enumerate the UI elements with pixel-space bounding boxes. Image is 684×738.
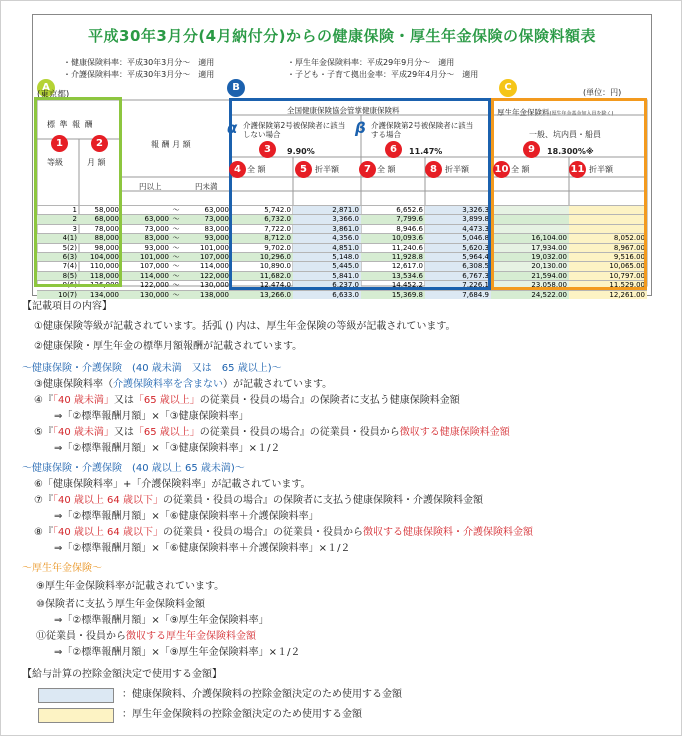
legend-yellow-text: ：厚生年金保険料の控除金額決定のため使用する金額 [122, 709, 362, 720]
marker-5: 5 [295, 161, 312, 178]
header-a-setsuhan: 折半額 [315, 165, 339, 174]
note-7-formula: ⇒「②標準報酬月額」×「⑥健康保険料率＋介護保険料率」 [54, 511, 319, 522]
marker-1: 1 [51, 135, 68, 152]
note-4-e: の従業員・役員の場合』の保険者に支払う健康保険料金額 [199, 395, 460, 406]
note-10: ⑩保険者に支払う厚生年金保険料金額 [36, 599, 205, 610]
cell-grade: 2 [72, 215, 77, 224]
cell-c-full: 16,104.00 [493, 234, 569, 242]
cell-c-full: 17,934.00 [493, 244, 569, 252]
note-8-d: 徴収する健康保険料・介護保険料金額 [362, 527, 533, 538]
cell-a-full: 12,474.0 [259, 281, 291, 290]
kodomo-rate-note: ・子ども・子育て拠出金率：平成29年4月分～ 適用 [287, 70, 479, 79]
cell-a-half: 4,356.0 [293, 234, 361, 242]
cell-b-full: 15,369.8 [391, 290, 423, 299]
marker-2: 2 [91, 135, 108, 152]
cell-to: 63,000 [204, 206, 229, 214]
note-8 [34, 526, 533, 540]
note-4-c: 又は [113, 395, 134, 406]
cell-c-half: 12,261.00 [569, 291, 647, 299]
cell-std: 126,000 [90, 281, 119, 290]
cell-a-full: 9,702.0 [264, 243, 291, 252]
cell-b-half: 5,620.3 [425, 244, 491, 252]
cell-tilde: ～ [172, 206, 180, 214]
note-3 [34, 378, 332, 392]
cell-to: 93,000 [204, 234, 229, 243]
cell-a-half: 3,366.0 [293, 215, 361, 223]
cell-grade: 8(5) [62, 271, 77, 280]
cell-b-half: 7,684.9 [425, 291, 491, 299]
kenpo-rate-note: ・健康保険料率：平成30年3月分～ 適用 [63, 58, 215, 67]
cell-c-full: 24,522.00 [493, 291, 569, 299]
cell-a-half: 2,871.0 [293, 206, 361, 214]
note-1: ①健康保険等級が記載されています。括弧 () 内は、厚生年金保険の等級が記載されています。 [34, 321, 456, 332]
cell-c-full: 20,130.00 [493, 262, 569, 270]
marker-11: 11 [569, 161, 586, 178]
cell-b-half: 5,046.8 [425, 234, 491, 242]
note-4-d: 「65 歳以上」 [133, 395, 200, 406]
rate-beta: 11.47% [409, 147, 443, 156]
note-3-c: ）が記載されています。 [222, 379, 333, 390]
cell-b-half: 3,326.3 [425, 206, 491, 214]
cell-b-full: 8,946.6 [396, 224, 423, 233]
cell-tilde: ～ [172, 243, 180, 252]
header-ijo: 円以上 [139, 182, 162, 191]
note-6: ⑥「健康保険料率」+「介護保険料率」が記載されています。 [34, 479, 311, 490]
cell-to: 138,000 [200, 290, 229, 299]
cell-tilde: ～ [172, 262, 180, 271]
cell-from [121, 206, 171, 214]
cell-a-full: 5,742.0 [264, 206, 291, 214]
cell-b-full: 11,928.8 [391, 253, 423, 261]
header-c-zengaku: 全 額 [511, 165, 530, 174]
note-5-c: 又は [113, 427, 134, 438]
cell-from: 130,000 [140, 290, 169, 299]
cell-grade: 3 [72, 224, 77, 233]
cell-b-full: 7,799.6 [396, 215, 423, 224]
header-hyojun: 標 準 報 酬 [47, 120, 94, 129]
kosei-rate-note: ・厚生年金保険料率：平成29年9月分～ 適用 [287, 58, 455, 67]
cell-a-half: 5,841.0 [293, 272, 361, 280]
legend-yellow-swatch [38, 708, 114, 723]
cell-b-full: 6,652.6 [396, 206, 423, 214]
cell-tilde: ～ [172, 253, 180, 261]
marker-3: 3 [259, 141, 276, 158]
marker-9: 9 [523, 141, 540, 158]
badge-a: A [37, 79, 55, 97]
premium-table-image [32, 14, 652, 299]
cell-a-half: 5,148.0 [293, 253, 361, 261]
cell-tilde: ～ [172, 215, 180, 224]
note-11-formula: ⇒「②標準報酬月額」×「⑨厚生年金保険料率」×１/２ [54, 647, 301, 658]
cell-to: 114,000 [200, 262, 229, 271]
cell-b-half: 5,964.4 [425, 253, 491, 261]
cell-std: 98,000 [94, 243, 119, 252]
cell-a-half: 6,237.0 [293, 281, 361, 289]
header-miman: 円未満 [195, 182, 218, 191]
cell-from: 122,000 [140, 281, 169, 290]
cell-a-half: 3,861.0 [293, 225, 361, 233]
legend-blue-text: ：健康保険料、介護保険料の控除金額決定のため使用する金額 [122, 689, 402, 700]
cell-b-full: 11,240.6 [391, 243, 423, 252]
header-beta-label: 介護保険第2号被保険者に該当する場合 [371, 121, 474, 139]
note-5-e: の従業員・役員の場合』の従業員・役員から [199, 427, 400, 438]
header-b-setsuhan: 折半額 [445, 165, 469, 174]
note-4-a: ④『 [34, 395, 53, 406]
header-tokyu: 等級 [47, 158, 63, 167]
header-b-zengaku: 全 額 [377, 165, 396, 174]
kosei-sub-text: (厚生年金基金加入員を除く) [549, 111, 614, 117]
header-getsugaku: 月 額 [87, 158, 106, 167]
note-10-formula: ⇒「②標準報酬月額」×「⑨厚生年金保険料率」 [54, 615, 269, 626]
marker-10: 10 [493, 161, 510, 178]
cell-b-full: 10,093.6 [391, 234, 423, 243]
cell-a-full: 7,722.0 [264, 224, 291, 233]
cell-c-full: 19,032.00 [493, 253, 569, 261]
cell-std: 68,000 [94, 215, 119, 224]
cell-to: 73,000 [204, 215, 229, 224]
badge-b: B [227, 79, 245, 97]
cell-grade: 10(7) [58, 290, 77, 299]
cell-to: 83,000 [204, 224, 229, 233]
prefecture-label: (東京都) [37, 90, 70, 100]
cell-grade: 4(1) [62, 234, 77, 243]
section-kosei: ～厚生年金保険～ [22, 563, 102, 574]
note-7-c: の従業員・役員の場合』の保険者に支払う健康保険料・介護保険料金額 [162, 495, 483, 506]
note-11-a: ⑪従業員・役員から [36, 631, 126, 642]
cell-grade: 6(3) [62, 253, 77, 261]
cell-c-half: 10,065.00 [569, 262, 647, 270]
cell-from: 114,000 [140, 271, 169, 280]
note-8-formula: ⇒「②標準報酬月額」×「⑥健康保険料率＋介護保険料率」×１/２ [54, 543, 351, 554]
note-5-b: 「40 歳未満」 [52, 427, 114, 438]
cell-c-full: 23,058.00 [493, 281, 569, 289]
header-kyokai: 全国健康保険協会管掌健康保険料 [287, 106, 400, 115]
note-7 [34, 494, 483, 508]
note-11 [36, 630, 256, 644]
header-ippan: 一般、坑内員・船員 [529, 130, 601, 139]
cell-a-full: 13,266.0 [259, 290, 291, 299]
note-3-a: ③健康保険料率（ [34, 379, 113, 390]
cell-tilde: ～ [172, 290, 180, 299]
cell-b-half: 3,899.8 [425, 215, 491, 223]
cell-std: 58,000 [94, 206, 119, 214]
kosei-title-text: 厚生年金保険料 [497, 108, 550, 117]
cell-b-full: 14,452.2 [391, 281, 423, 290]
cell-a-full: 10,890.0 [259, 262, 291, 271]
cell-a-full: 8,712.0 [264, 234, 291, 243]
cell-from: 107,000 [140, 262, 169, 271]
marker-8: 8 [425, 161, 442, 178]
note-8-b: 「40 歳以上 64 歳以下」 [52, 527, 163, 538]
legend-heading: 【給与計算の控除金額決定で使用する金額】 [22, 669, 222, 680]
cell-to: 101,000 [200, 243, 229, 252]
cell-std: 118,000 [90, 271, 119, 280]
cell-tilde: ～ [172, 281, 180, 290]
note-4 [34, 394, 460, 408]
note-3-b: 介護保険料率を含まない [112, 379, 223, 390]
cell-a-half: 4,851.0 [293, 244, 361, 252]
note-2: ②健康保険・厚生年金の標準月額報酬が記載されています。 [34, 341, 303, 352]
cell-grade: 1 [72, 206, 77, 214]
cell-to: 107,000 [200, 253, 229, 261]
header-a-zengaku: 全 額 [247, 165, 266, 174]
badge-c: C [499, 79, 517, 97]
cell-grade: 7(4) [62, 262, 77, 271]
unit-label: (単位：円) [583, 88, 622, 97]
cell-from: 93,000 [144, 243, 169, 252]
note-5-d: 「65 歳以上」 [133, 427, 200, 438]
note-8-a: ⑧『 [34, 527, 53, 538]
cell-a-full: 6,732.0 [264, 215, 291, 224]
note-5-f: 徴収する健康保険料金額 [399, 427, 510, 438]
cell-std: 78,000 [94, 224, 119, 233]
cell-std: 134,000 [90, 290, 119, 299]
cell-std: 104,000 [90, 253, 119, 261]
note-9: ⑨厚生年金保険料率が記載されています。 [36, 581, 225, 592]
section-beta: ～健康保険・介護保険 (40 歳以上 65 歳未満)～ [22, 463, 245, 474]
beta-symbol: β [355, 119, 366, 137]
note-5 [34, 426, 510, 440]
note-5-a: ⑤『 [34, 427, 53, 438]
cell-tilde: ～ [172, 224, 180, 233]
cell-from: 73,000 [144, 224, 169, 233]
cell-grade: 9(6) [62, 281, 77, 290]
table-row [37, 290, 647, 299]
cell-b-half: 7,226.1 [425, 281, 491, 289]
marker-4: 4 [229, 161, 246, 178]
marker-7: 7 [359, 161, 376, 178]
note-7-b: 「40 歳以上 64 歳以下」 [52, 495, 163, 506]
marker-6: 6 [385, 141, 402, 158]
section-alpha: ～健康保険・介護保険 (40 歳未満 又は 65 歳以上)～ [22, 363, 282, 374]
legend-blue-swatch [38, 688, 114, 703]
alpha-symbol: α [227, 119, 238, 137]
cell-std: 110,000 [90, 262, 119, 271]
cell-from: 83,000 [144, 234, 169, 243]
cell-c-half: 11,529.00 [569, 281, 647, 289]
header-hoshu: 報 酬 月 額 [151, 140, 191, 149]
rate-alpha: 9.90% [287, 147, 315, 156]
kaigo-rate-note: ・介護保険料率：平成30年3月分～ 適用 [63, 70, 215, 79]
rate-c: 18.300%※ [547, 147, 594, 156]
cell-a-full: 10,296.0 [259, 253, 291, 261]
note-11-b: 徴収する厚生年金保険料金額 [126, 631, 256, 642]
cell-to: 130,000 [200, 281, 229, 290]
cell-a-half: 6,633.0 [293, 291, 361, 299]
note-4-b: 「40 歳未満」 [52, 395, 114, 406]
cell-to: 122,000 [200, 271, 229, 280]
cell-from: 101,000 [140, 253, 169, 261]
header-c-setsuhan: 折半額 [589, 165, 613, 174]
cell-std: 88,000 [94, 234, 119, 243]
note-4-formula: ⇒「②標準報酬月額」×「③健康保険料率」 [54, 411, 249, 422]
cell-b-full: 12,617.0 [391, 262, 423, 271]
note-8-c: の従業員・役員の場合』の従業員・役員から [162, 527, 363, 538]
note-5-formula: ⇒「②標準報酬月額」×「③健康保険料率」×１/２ [54, 443, 281, 454]
cell-c-half: 10,797.00 [569, 272, 647, 280]
cell-tilde: ～ [172, 271, 180, 280]
cell-c-half: 9,516.00 [569, 253, 647, 261]
cell-b-half: 6,767.3 [425, 272, 491, 280]
cell-grade: 5(2) [62, 243, 77, 252]
cell-from: 63,000 [144, 215, 169, 224]
table-title: 平成30年3月分(4月納付分)からの健康保険・厚生年金保険の保険料額表 [88, 27, 596, 45]
cell-c-half: 8,967.00 [569, 244, 647, 252]
cell-c-full: 21,594.00 [493, 272, 569, 280]
cell-b-half: 6,308.5 [425, 262, 491, 270]
note-7-a: ⑦『 [34, 495, 53, 506]
cell-a-half: 5,445.0 [293, 262, 361, 270]
cell-a-full: 11,682.0 [259, 271, 291, 280]
cell-tilde: ～ [172, 234, 180, 243]
header-alpha-label: 介護保険第2号被保険者に該当しない場合 [243, 121, 346, 139]
cell-b-half: 4,473.3 [425, 225, 491, 233]
notes-heading: 【記載項目の内容】 [22, 301, 112, 312]
cell-c-half: 8,052.00 [569, 234, 647, 242]
cell-b-full: 13,534.6 [391, 271, 423, 280]
